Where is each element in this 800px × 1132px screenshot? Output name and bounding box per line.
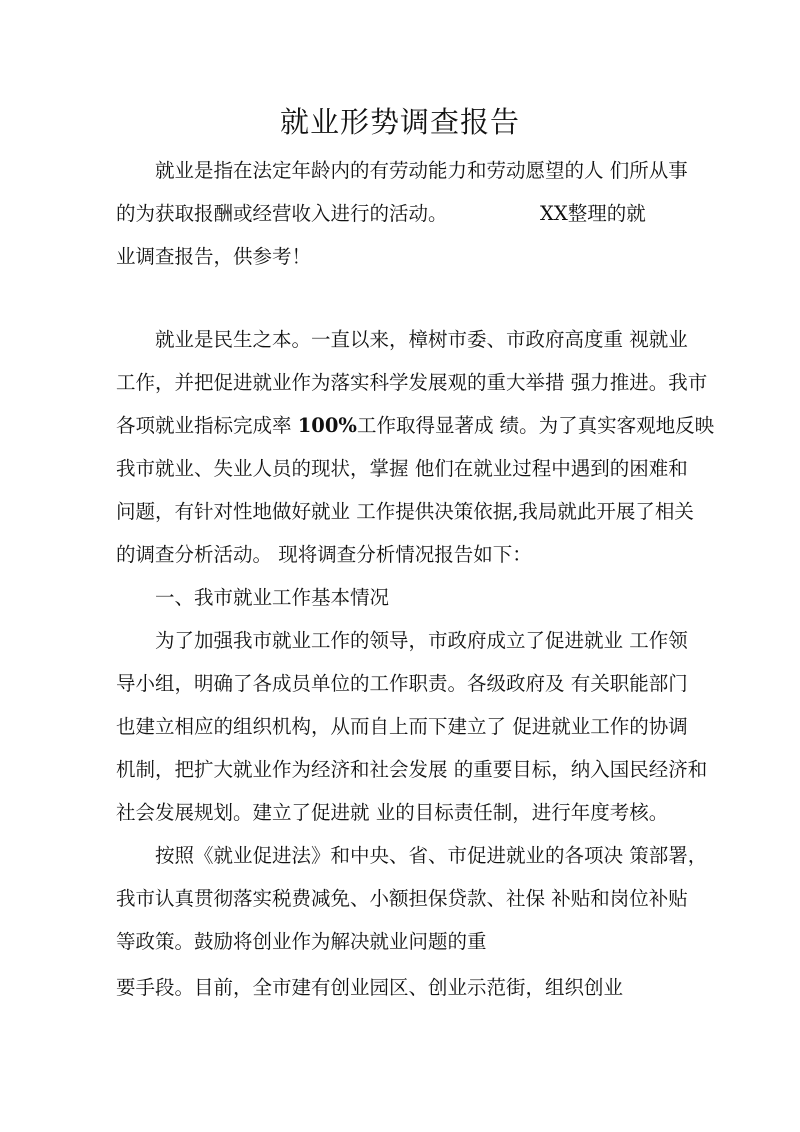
para3-line-1: 按照《就业促进法》和中央、省、市促进就业的各项决 策部署， (155, 844, 708, 867)
para1-line-5: 问题，有针对性地做好就业 工作提供决策依据,我局就此开展了相关 (116, 500, 694, 523)
para1-line-6: 的调查分析活动。 现将调查分析情况报告如下： (116, 543, 532, 566)
intro-line-2-source: XX整理的就 (540, 202, 646, 225)
para4-line-1: 要手段。目前，全市建有创业园区、创业示范街，组织创业 (116, 976, 624, 999)
intro-line-3: 业调查报告，供参考！ (116, 245, 312, 268)
intro-line-2 (116, 199, 646, 229)
para1-line-4: 我市就业、失业人员的现状，掌握 他们在就业过程中遇到的困难和 (116, 457, 688, 480)
para3-line-2: 我市认真贯彻落实税费减免、小额担保贷款、社保 补贴和岗位补贴 (116, 887, 688, 910)
para2-line-5: 社会发展规划。建立了促进就 业的目标责任制，进行年度考核。 (116, 801, 669, 824)
para2-line-1: 为了加强我市就业工作的领导，市政府成立了促进就业 工作领 (155, 629, 688, 652)
completion-rate: 100% (297, 414, 357, 437)
para1-line-3-a: 各项就业指标完成率 (116, 414, 298, 437)
para1-line-3-c: 工作取得显著成 绩。为了真实客观地反映 (356, 414, 715, 437)
para1-line-2: 工作，并把促进就业作为落实科学发展观的重大举措 强力推进。我市 (116, 371, 708, 394)
para1-line-1: 就业是民生之本。一直以来，樟树市委、市政府高度重 视就业 (155, 328, 688, 351)
intro-line-2-text: 的为获取报酬或经营收入进行的活动。 (116, 202, 448, 225)
document-title: 就业形势调查报告 (279, 105, 520, 139)
para2-line-2: 导小组，明确了各成员单位的工作职责。各级政府及 有关职能部门 (116, 672, 688, 695)
para2-line-4: 机制，把扩大就业作为经济和社会发展 的重要目标，纳入国民经济和 (116, 758, 708, 781)
intro-line-1: 就业是指在法定年龄内的有劳动能力和劳动愿望的人 们所从事 (155, 159, 688, 182)
para2-line-3: 也建立相应的组织机构，从而自上而下建立了 促进就业工作的协调 (116, 715, 688, 738)
para1-line-3 (116, 411, 714, 441)
para3-line-3: 等政策。鼓励将创业作为解决就业问题的重 (116, 930, 487, 953)
section-heading-1: 一、我市就业工作基本情况 (155, 586, 390, 609)
